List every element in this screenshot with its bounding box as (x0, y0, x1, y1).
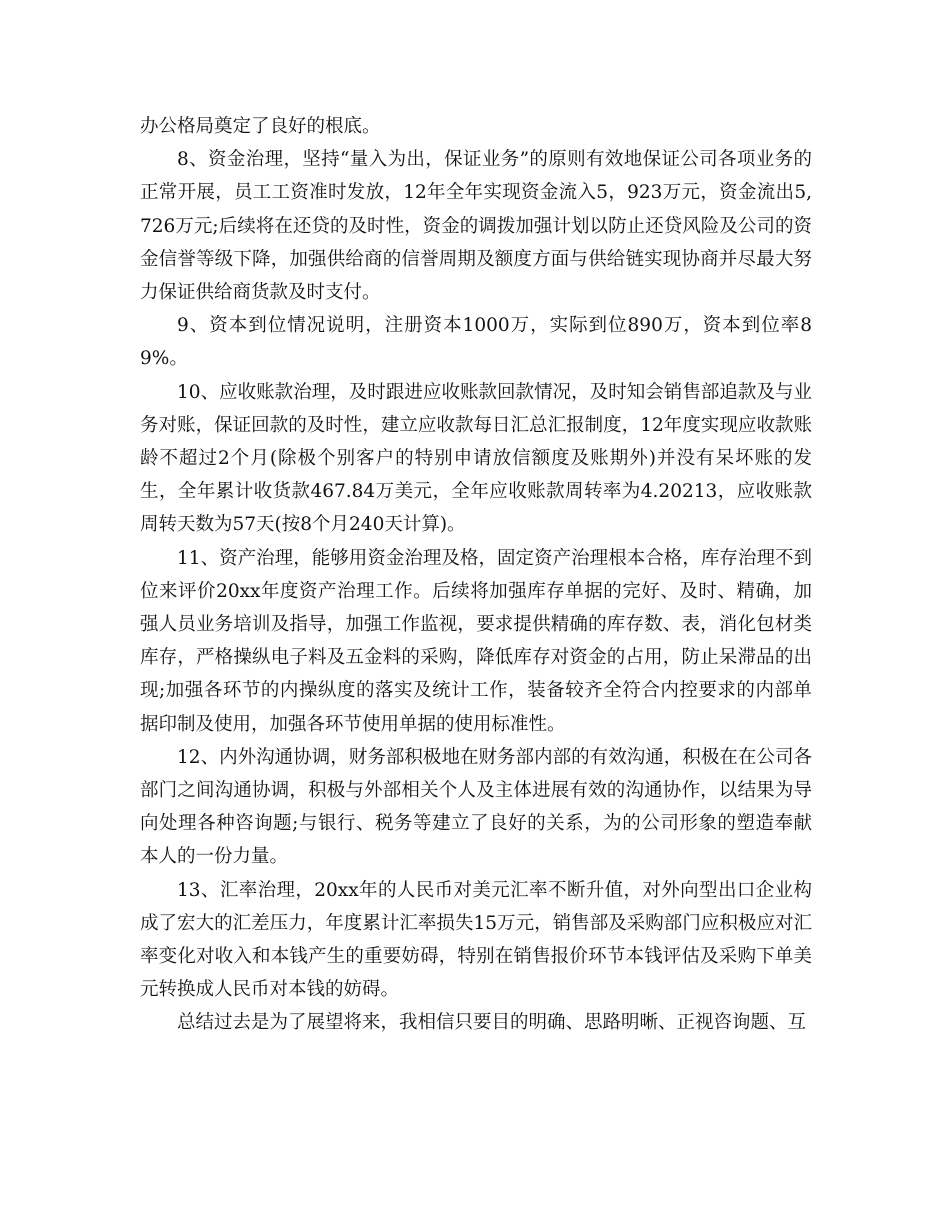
paragraph-item-11-asset-management: 11、资产治理，能够用资金治理及格，固定资产治理根本合格，库存治理不到位来评价20xx年度资产治理工作。后续将加强库存单据的完好、及时、精确，加强人员业务培训及指导，加强工作监视，要求提供精确的库存数、表，消化包材类库存，严格操纵电子料及五金料的采购，降低库存对资金的占用，防止呆滞品的出现;加强各环节的内操纵度的落实及统计工作，装备较齐全符合内控要求的内部单据印制及使用，加强各环节使用单据的使用标准性。 (140, 547, 812, 735)
document-body (140, 110, 812, 1040)
paragraph-item-9-capital-in-place: 9、资本到位情况说明，注册资本1000万，实际到位890万，资本到位率89%。 (140, 315, 812, 370)
paragraph-item-8-fund-management: 8、资金治理，坚持“量入为出，保证业务”的原则有效地保证公司各项业务的正常开展，员工工资准时发放，12年全年实现资金流入5，923万元，资金流出5,726万元;后续将在还贷的及时性，资金的调拨加强计划以防止还贷风险及公司的资金信誉等级下降，加强供给商的信誉周期及额度方面与供给链实现协商并尽最大努力保证供给商货款及时支付。 (140, 149, 812, 304)
paragraph-item-12-communication: 12、内外沟通协调，财务部积极地在财务部内部的有效沟通，积极在在公司各部门之间沟通协调，积极与外部相关个人及主体进展有效的沟通协作，以结果为导向处理各种咨询题;与银行、税务等建立了良好的关系，为的公司形象的塑造奉献本人的一份力量。 (140, 746, 812, 868)
paragraph-item-10-receivables: 10、应收账款治理，及时跟进应收账款回款情况，及时知会销售部追款及与业务对账，保证回款的及时性，建立应收款每日汇总汇报制度，12年度实现应收款账龄不超过2个月(除极个别客户的特别申请放信额度及账期外)并没有呆坏账的发生，全年累计收货款467.84万美元，全年应收账款周转率为4.20213，应收账款周转天数为57天(按8个月240天计算)。 (140, 381, 812, 536)
paragraph-continuation: 办公格局奠定了良好的根底。 (140, 116, 381, 137)
paragraph-summary: 总结过去是为了展望将来，我相信只要目的明确、思路明晰、正视咨询题、互 (177, 1012, 807, 1034)
paragraph-item-13-exchange-rate: 13、汇率治理，20xx年的人民币对美元汇率不断升值，对外向型出口企业构成了宏大的汇差压力，年度累计汇率损失15万元，销售部及采购部门应积极应对汇率变化对收入和本钱产生的重要妨碍，特别在销售报价环节本钱评估及采购下单美元转换成人民币对本钱的妨碍。 (140, 879, 812, 1001)
